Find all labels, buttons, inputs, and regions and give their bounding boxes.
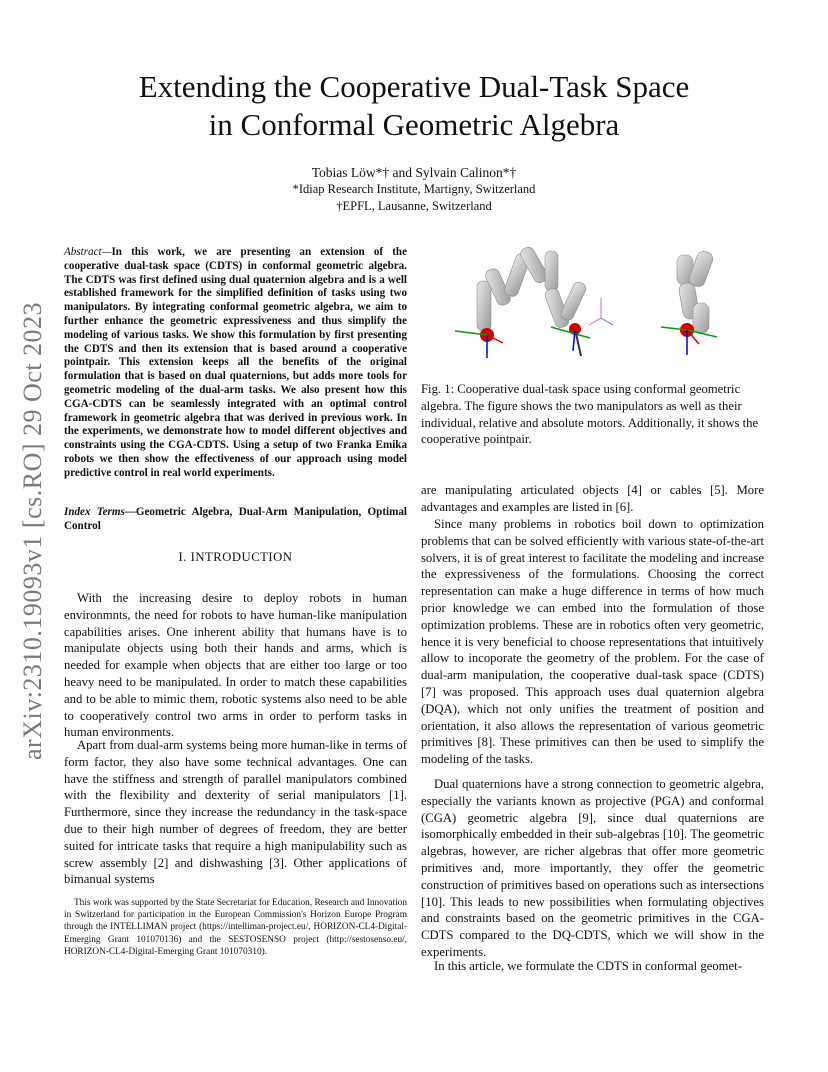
index-terms [64, 506, 407, 534]
intro-paragraph-1: With the increasing desire to deploy robots in human environmnts, the need for robots to have human-like manipulation capabilities arises. One inherent ability that humans have is to manipulate objects using both their hands and arms, which is needed for example when objects that are either too large or too heavy need to be manipulated. In order to match these capabilities and to be able to mimic them, robotic systems also need to be able to cooperatively control two arms in order to perform tasks in human environments. [64, 591, 407, 740]
abstract [64, 246, 407, 481]
title-line-1: Extending the Cooperative Dual-Task Space [138, 69, 690, 104]
author-names: Tobias Löw*† and Sylvain Calinon*† [311, 165, 517, 180]
affiliation-2: †EPFL, Lausanne, Switzerland [336, 199, 492, 213]
abstract-text: In this work, we are presenting an extension of the cooperative dual-task space (CDTS) in conformal geometric algebra. The CDTS was first defined using dual quaternion algebra and is a well established framework for the simplified definition of tasks using two manipulators. By integrating conformal geometric algebra, we aim to further enhance the geometric expressiveness and thus simplify the modeling of various tasks. We show this formulation by first presenting the CDTS and then its extension that is based around a cooperative pointpair. This extension keeps all the benefits of the original formulation that is based on dual quaternions, but adds more tools for geometric modeling of the dual-arm tasks. We also present how this CGA-CDTS can be seamlessly integrated with an optimal control framework in geometric algebra that was derived in previous work. In the experiments, we demonstrate how to model different objectives and constraints using the CGA-CDTS. Using a setup of two Franka Emika robots we then show the effectiveness of our approach using model predictive control in real world experiments. [64, 246, 407, 479]
index-terms-text: Geometric Algebra, Dual-Arm Manipulation, Optimal Control [64, 506, 407, 532]
right-paragraph-1: are manipulating articulated objects [4] or cables [5]. More advantages and examples are listed in [6]. [421, 483, 764, 514]
right-paragraph-4: In this article, we formulate the CDTS in conformal geomet- [434, 959, 742, 973]
title-line-2: in Conformal Geometric Algebra [208, 107, 620, 142]
left-robot-arm [477, 245, 588, 331]
right-paragraph-3: Dual quaternions have a strong connection to geometric algebra, especially the variants known as projective (PGA) and conformal (CGA) geometric algebra [9], since dual quaternions are isomorphically embedded in their sub-algebras [10]. The geometric algebras, however, are richer algebras that offer more geometric primitives and, more importantly, they offer the geometric construction of primitives based on operations such as intersections [10]. This leads to new possibilities when formulating objectives and constraints based on the geometric primitives in the CGA-CDTS compared to the DQ-CDTS, which we will show in the experiments. [421, 777, 764, 959]
intro-paragraph-2: Apart from dual-arm systems being more human-like in terms of form factor, they also have some technical advantages. One can have the stiffness and strength of parallel manipulators combined with the flexibility and dexterity of serial manipulators [1]. Furthermore, since they increase the redundancy in the task-space due to their high number of degrees of freedom, they are better suited for intricate tasks that require a high manipulability such as screw assembly [2] and dishwashing [3]. Other applications of bimanual systems [64, 738, 407, 887]
index-terms-label: Index Terms— [64, 506, 136, 518]
paper-title [0, 68, 828, 144]
figure-dual-arm-robots [455, 243, 755, 361]
arxiv-stamp: arXiv:2310.19093v1 [cs.RO] 29 Oct 2023 [18, 301, 47, 760]
affiliation-1: *Idiap Research Institute, Martigny, Switzerland [292, 182, 536, 196]
footnote: This work was supported by the State Secretariat for Education, Research and Innovation in Switzerland for participation in the European Commission's Horizon Europe Program through the INTELLIMAN project (https://intelliman-project.eu/, HORIZON-CL4-Digital-Emerging Grant 101070136) and the SESTOSENSO project (http://sestosenso.eu/, HORIZON-CL4-Digital-Emerging Grant 101070310). [64, 898, 407, 957]
section-heading: I. INTRODUCTION [178, 550, 293, 564]
right-paragraph-2: Since many problems in robotics boil down to optimization problems that can be solved efficiently with various state-of-the-art solvers, it is of great interest to facilitate the modeling and increase the expressiveness of the formulations. Choosing the correct representation can make a huge difference in terms of how much prior knowledge we can embed into the formulation of those optimization problems. These are in robotics often very geometric, hence it is very beneficial to choose representations that intuitively allow to incoporate the geometry of the problem. For the case of dual-arm manipulation, the cooperative dual-task space (CDTS) [7] was proposed. This approach uses dual quaternion algebra (DQA), which not only unifies the treatment of position and orientation, it also allows the representation of various geometric primitives [8]. These primitives can then be used to simplify the modeling of the tasks. [421, 517, 764, 767]
right-robot-arm [677, 249, 715, 333]
abstract-label: Abstract— [64, 246, 112, 258]
figure-caption: Fig. 1: Cooperative dual-task space using conformal geometric algebra. The figure shows the two manipulators as well as their individual, relative and absolute motors. Additionally, it shows the cooperative pointpair. [421, 382, 759, 447]
